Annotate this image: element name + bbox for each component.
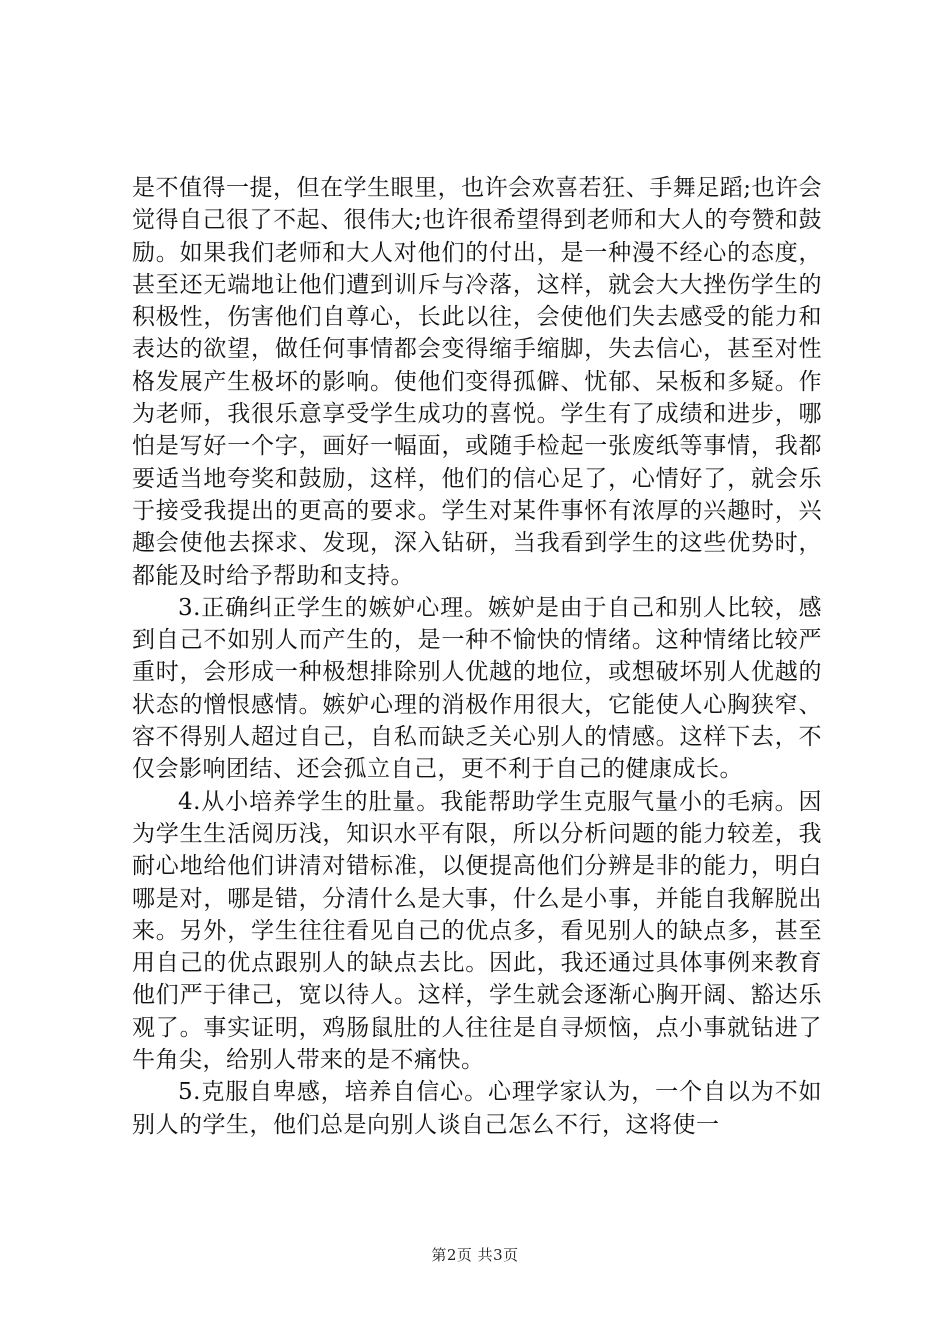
paragraph-item-3-jealousy: 3.正确纠正学生的嫉妒心理。嫉妒是由于自己和别人比较，感到自己不如别人而产生的，是一种不愉快的情绪。这种情绪比较严重时，会形成一种极想排除别人优越的地位，或想破坏别人优越的状态的憎恨感情。嫉妒心理的消极作用很大，它能使人心胸狭窄、容不得别人超过自己，自私而缺乏关心别人的情感。这样下去，不仅会影响团结、还会孤立自己，更不利于自己的健康成长。 <box>132 594 822 783</box>
paragraph-continuation: 是不值得一提，但在学生眼里，也许会欢喜若狂、手舞足蹈;也许会觉得自己很了不起、很伟大;也许很希望得到老师和大人的夸赞和鼓励。如果我们老师和大人对他们的付出，是一种漫不经心的态度，甚至还无端地让他们遭到训斥与冷落，这样，就会大大挫伤学生的积极性，伤害他们自尊心，长此以往，会使他们失去感受的能力和表达的欲望，做任何事情都会变得缩手缩脚，失去信心，甚至对性格发展产生极坏的影响。使他们变得孤僻、忧郁、呆板和多疑。作为老师，我很乐意享受学生成功的喜悦。学生有了成绩和进步，哪怕是写好一个字，画好一幅面，或随手检起一张废纸等事情，我都要适当地夸奖和鼓励，这样，他们的信心足了，心情好了，就会乐于接受我提出的更高的要求。学生对某件事怀有浓厚的兴趣时，兴趣会使他去探求、发现，深入钻研，当我看到学生的这些优势时，都能及时给予帮助和支持。 <box>132 175 822 589</box>
paragraph-item-5-self-confidence: 5.克服自卑感，培养自信心。心理学家认为，一个自以为不如别人的学生，他们总是向别人谈自己怎么不行，这将使一 <box>132 1079 822 1138</box>
paragraph-item-4-tolerance: 4.从小培养学生的肚量。我能帮助学生克服气量小的毛病。因为学生生活阅历浅，知识水平有限，所以分析问题的能力较差，我耐心地给他们讲清对错标准，以便提高他们分辨是非的能力，明白哪是对，哪是错，分清什么是大事，什么是小事，并能自我解脱出来。另外，学生往往看见自己的优点多，看见别人的缺点多，甚至用自己的优点跟别人的缺点去比。因此，我还通过具体事例来教育他们严于律己，宽以待人。这样，学生就会逐渐心胸开阔、豁达乐观了。事实证明，鸡肠鼠肚的人往往是自寻烦恼，点小事就钻进了牛角尖，给别人带来的是不痛快。 <box>132 788 822 1074</box>
document-body <box>132 172 822 1141</box>
page-footer: 第2页 共3页 <box>431 1246 519 1264</box>
